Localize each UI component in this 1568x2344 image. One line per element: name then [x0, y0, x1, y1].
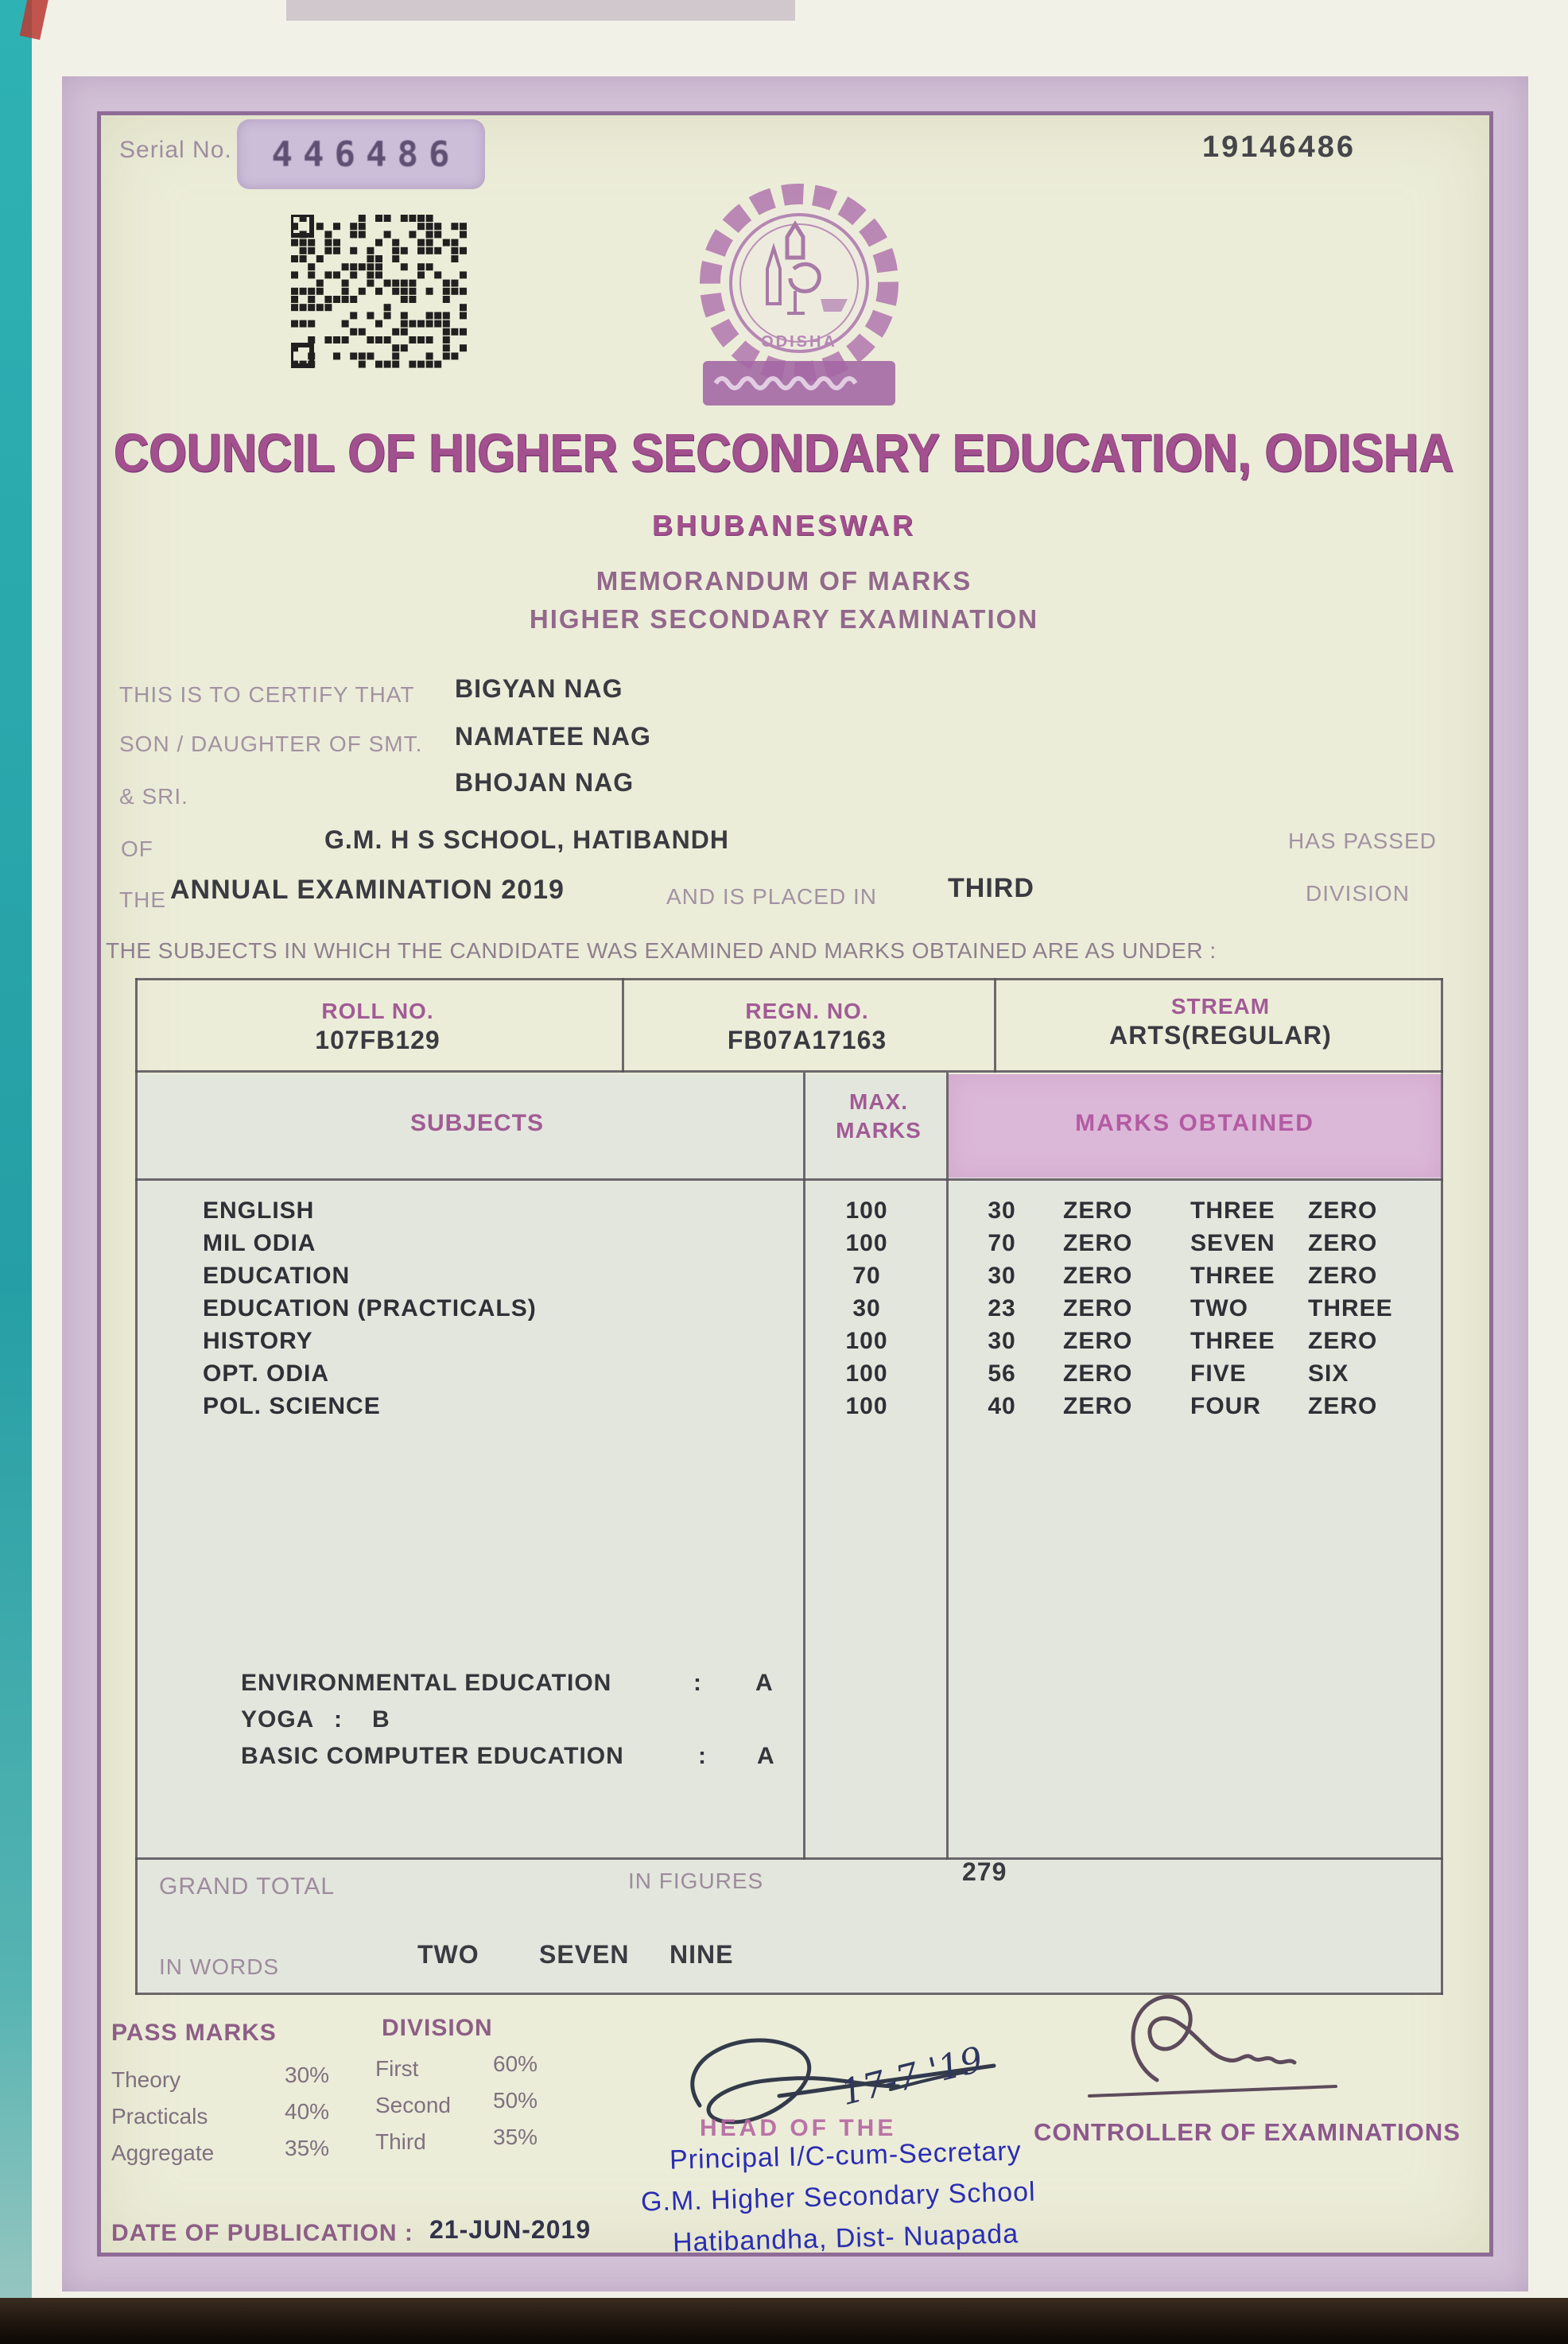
subject-name: OPT. ODIA [203, 1360, 330, 1387]
regn-no-label: REGN. NO. [745, 999, 869, 1023]
marks-word-1: ZERO [1063, 1295, 1133, 1321]
marks-word-2: TWO [1190, 1295, 1248, 1321]
pass-row-label: Theory [111, 2067, 181, 2092]
extra-subject-colon: : [693, 1670, 702, 1696]
marks-word-3: ZERO [1308, 1263, 1378, 1289]
reference-number: 19146486 [1202, 130, 1356, 164]
marks-word-3: SIX [1308, 1360, 1349, 1387]
subject-name: HISTORY [203, 1328, 313, 1354]
certify-label: THIS IS TO CERTIFY THAT [119, 682, 415, 707]
max-marks-header-line2: MARKS [836, 1118, 922, 1143]
extra-subject-colon: : [698, 1743, 707, 1769]
qr-code [291, 215, 469, 371]
max-marks: 30 [852, 1295, 881, 1321]
regn-no-value: FB07A17163 [727, 1026, 887, 1054]
division-row-label: First [375, 2056, 419, 2081]
mother-name: NAMATEE NAG [455, 722, 651, 751]
marks-word-3: ZERO [1308, 1328, 1378, 1354]
subjects-header: SUBJECTS [409, 1110, 545, 1136]
idrow-divider-2 [994, 978, 996, 1073]
marks-figures: 30 [988, 1197, 1016, 1224]
head-of-the-label: HEAD OF THE [700, 2115, 897, 2141]
serial-number-box [237, 119, 485, 189]
photo-top-shadow-strip [286, 0, 795, 21]
grand-total-label: GRAND TOTAL [159, 1873, 336, 1900]
division-label: DIVISION [1306, 881, 1410, 906]
division-row-value: 50% [493, 2088, 538, 2113]
table-border-right [1441, 978, 1443, 1995]
marks-figures: 70 [988, 1230, 1016, 1256]
date-of-publication-value: 21-JUN-2019 [429, 2215, 592, 2244]
photo-background-teal-strip [0, 0, 32, 2344]
subject-name: ENGLISH [203, 1197, 315, 1224]
max-marks: 100 [845, 1230, 888, 1256]
marks-word-3: ZERO [1308, 1393, 1378, 1419]
total-word-1: TWO [417, 1940, 479, 1969]
marks-word-3: ZERO [1308, 1197, 1378, 1224]
pass-row-value: 35% [285, 2136, 330, 2160]
division-title: DIVISION [382, 2015, 493, 2041]
idrow-divider-1 [622, 978, 624, 1073]
subject-name: POL. SCIENCE [203, 1393, 381, 1419]
marks-word-2: FIVE [1190, 1360, 1247, 1387]
handwritten-date: 17-7-'19 [836, 2039, 988, 2114]
table-line-under-header [135, 1178, 1443, 1181]
division-row-label: Second [375, 2093, 451, 2117]
extra-subject-colon: : [334, 1706, 343, 1733]
division-row-value: 60% [493, 2051, 538, 2076]
marks-word-2: THREE [1190, 1328, 1275, 1354]
marks-obtained-header: MARKS OBTAINED [1075, 1110, 1314, 1136]
marks-word-1: ZERO [1063, 1230, 1133, 1256]
qr-code-image [291, 215, 469, 371]
total-word-3: NINE [670, 1940, 734, 1969]
marks-word-2: THREE [1190, 1197, 1275, 1224]
has-passed-label: HAS PASSED [1288, 829, 1437, 853]
division-value: THIRD [948, 873, 1034, 903]
table-line-grandtotal [135, 1857, 1443, 1860]
examination-title: HIGHER SECONDARY EXAMINATION [529, 604, 1039, 634]
placed-in-label: AND IS PLACED IN [666, 884, 877, 909]
marks-word-2: SEVEN [1190, 1230, 1275, 1256]
grand-total-figures: 279 [962, 1857, 1007, 1886]
mother-label: SON / DAUGHTER OF SMT. [119, 732, 423, 756]
max-marks: 100 [845, 1197, 888, 1224]
candidate-name: BIGYAN NAG [455, 674, 623, 703]
marks-figures: 30 [988, 1263, 1016, 1289]
marks-word-1: ZERO [1063, 1393, 1133, 1419]
marks-figures: 23 [988, 1295, 1016, 1321]
stamp-line-3: Hatibandha, Dist- Nuapada [672, 2218, 1019, 2258]
stamp-line-1: Principal I/C-cum-Secretary [669, 2136, 1023, 2175]
extra-subject-name: YOGA [241, 1706, 315, 1733]
table-line-under-idrow [135, 1070, 1443, 1073]
division-row-label: Third [375, 2129, 426, 2154]
controller-of-examinations-label: CONTROLLER OF EXAMINATIONS [1034, 2118, 1461, 2146]
father-label: & SRI. [119, 784, 188, 809]
subject-name: MIL ODIA [203, 1230, 316, 1256]
in-words-label: IN WORDS [159, 1954, 280, 1979]
date-of-publication-label: DATE OF PUBLICATION : [111, 2220, 413, 2246]
marks-word-2: THREE [1190, 1263, 1275, 1289]
marks-word-3: THREE [1308, 1295, 1393, 1321]
pass-marks-title: PASS MARKS [111, 2020, 277, 2046]
marks-word-1: ZERO [1063, 1360, 1133, 1387]
max-marks: 70 [852, 1263, 881, 1289]
max-marks: 100 [845, 1360, 888, 1387]
marks-word-2: FOUR [1190, 1393, 1261, 1419]
marks-figures: 40 [988, 1393, 1016, 1419]
division-row-value: 35% [493, 2125, 538, 2149]
extra-subject-name: BASIC COMPUTER EDUCATION [241, 1743, 624, 1769]
subject-name: EDUCATION (PRACTICALS) [203, 1295, 537, 1321]
pass-row-value: 40% [285, 2099, 330, 2124]
subject-name: EDUCATION [203, 1263, 351, 1289]
pass-row-value: 30% [285, 2063, 330, 2087]
stream-value: ARTS(REGULAR) [1109, 1021, 1332, 1050]
document-title: MEMORANDUM OF MARKS [596, 566, 972, 596]
marks-word-3: ZERO [1308, 1230, 1378, 1256]
table-line-top [135, 978, 1443, 980]
council-title: COUNCIL OF HIGHER SECONDARY EDUCATION, ODISHA [114, 423, 1454, 483]
marks-figures: 30 [988, 1328, 1016, 1354]
school-name: G.M. H S SCHOOL, HATIBANDH [324, 825, 729, 854]
stamp-line-2: G.M. Higher Secondary School [640, 2176, 1037, 2218]
max-marks: 100 [845, 1393, 888, 1419]
controller-signature [1081, 1985, 1344, 2112]
max-marks: 100 [845, 1328, 888, 1354]
table-border-left [135, 978, 138, 1995]
city-subtitle: BHUBANESWAR [652, 509, 916, 541]
stream-label: STREAM [1170, 994, 1271, 1019]
marks-word-1: ZERO [1063, 1197, 1133, 1224]
total-word-2: SEVEN [539, 1940, 630, 1969]
extra-subject-grade: A [755, 1670, 774, 1696]
father-name: BHOJAN NAG [455, 768, 635, 797]
marks-word-1: ZERO [1063, 1328, 1133, 1354]
examination-name: ANNUAL EXAMINATION 2019 [170, 875, 565, 905]
max-marks-header-line1: MAX. [849, 1089, 908, 1114]
serial-no-label: Serial No. [119, 137, 232, 163]
marks-figures: 56 [988, 1360, 1016, 1387]
photo-bottom-dark-band [0, 2298, 1568, 2344]
the-label: THE [119, 887, 166, 912]
roll-no-value: 107FB129 [315, 1026, 441, 1054]
extra-subject-grade: A [757, 1743, 775, 1769]
maxmarks-column-divider [946, 1073, 949, 1860]
marks-word-1: ZERO [1063, 1263, 1133, 1289]
roll-no-label: ROLL NO. [321, 999, 434, 1023]
pass-row-label: Practicals [111, 2104, 208, 2129]
pass-row-label: Aggregate [111, 2140, 215, 2165]
in-figures-label: IN FIGURES [628, 1869, 764, 1893]
school-label: OF [121, 836, 153, 861]
seal-banner [703, 361, 895, 406]
extra-subject-grade: B [372, 1706, 390, 1733]
seal-odisha-caption: ODISHA [761, 333, 837, 351]
subjects-column-divider [803, 1073, 805, 1860]
subjects-intro-line: THE SUBJECTS IN WHICH THE CANDIDATE WAS EXAMINED AND MARKS OBTAINED ARE AS UNDER : [106, 938, 1217, 963]
council-seal [685, 180, 913, 434]
serial-number-value: 446486 [271, 134, 460, 175]
extra-subject-name: ENVIRONMENTAL EDUCATION [241, 1670, 612, 1696]
